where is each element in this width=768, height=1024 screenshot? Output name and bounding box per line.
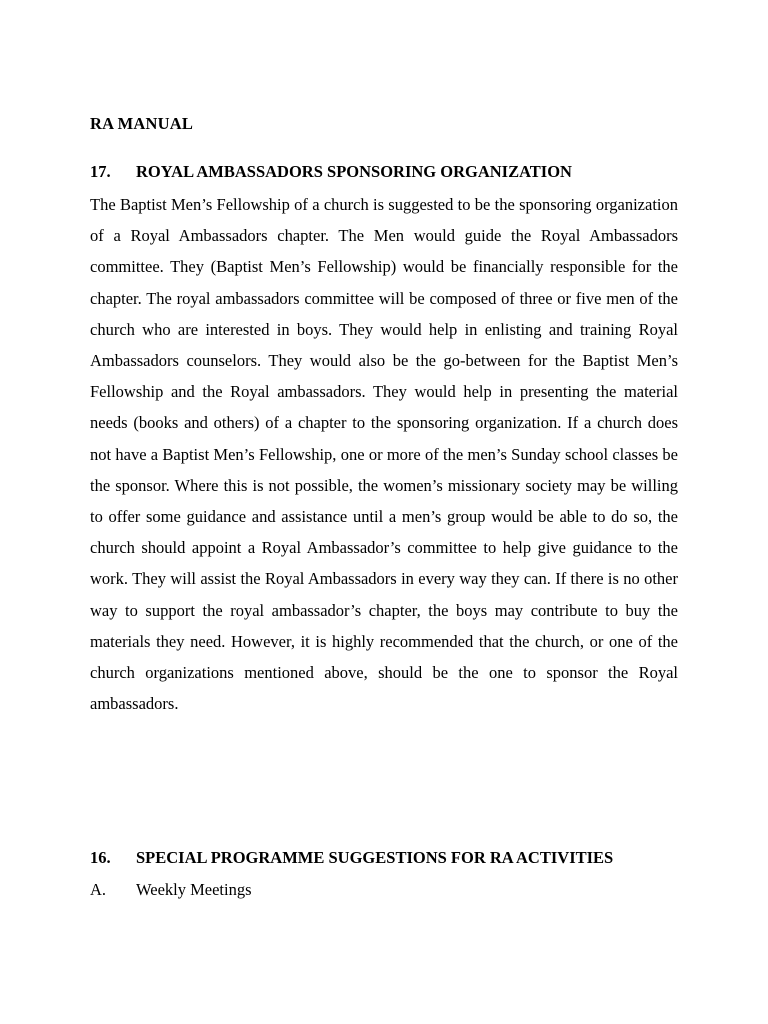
section-number: 16. (90, 848, 111, 867)
section-heading-16 (90, 846, 613, 870)
subsection-title: Weekly Meetings (136, 880, 252, 899)
document-title: RA MANUAL (90, 114, 194, 133)
subsection-letter: A. (90, 880, 107, 899)
section-heading-17 (90, 160, 572, 184)
section-heading-text: SPECIAL PROGRAMME SUGGESTIONS FOR RA ACTIVITIES (136, 848, 614, 867)
subsection-heading-weekly-meetings (90, 878, 252, 902)
section-number: 17. (90, 162, 111, 181)
section-body-paragraph: The Baptist Men’s Fellowship of a church is suggested to be the sponsoring organization of a Royal Ambassadors chapter. The Men would guide the Royal Ambassadors committee. They (Baptist Men’s Fellowship) would be financially responsible for the chapter. The royal ambassadors committee will be composed of three or five men of the church who are interested in boys. They would help in enlisting and training Royal Ambassadors counselors. They would also be the go-between for the Baptist Men’s Fellowship and the Royal ambassadors. They would help in presenting the material needs (books and others) of a chapter to the sponsoring organization. If a church does not have a Baptist Men’s Fellowship, one or more of the men’s Sunday school classes be the sponsor. Where this is not possible, the women’s missionary society may be willing to offer some guidance and assistance until a men’s group would be able to do so, the church should appoint a Royal Ambassador’s committee to help give guidance to the work. They will assist the Royal Ambassadors in every way they can. If there is no other way to support the royal ambassador’s chapter, the boys may contribute to buy the materials they need. However, it is highly recommended that the church, or one of the church organizations mentioned above, should be the one to sponsor the Royal ambassadors. (90, 195, 678, 714)
section-heading-text: ROYAL AMBASSADORS SPONSORING ORGANIZATION (136, 162, 572, 181)
